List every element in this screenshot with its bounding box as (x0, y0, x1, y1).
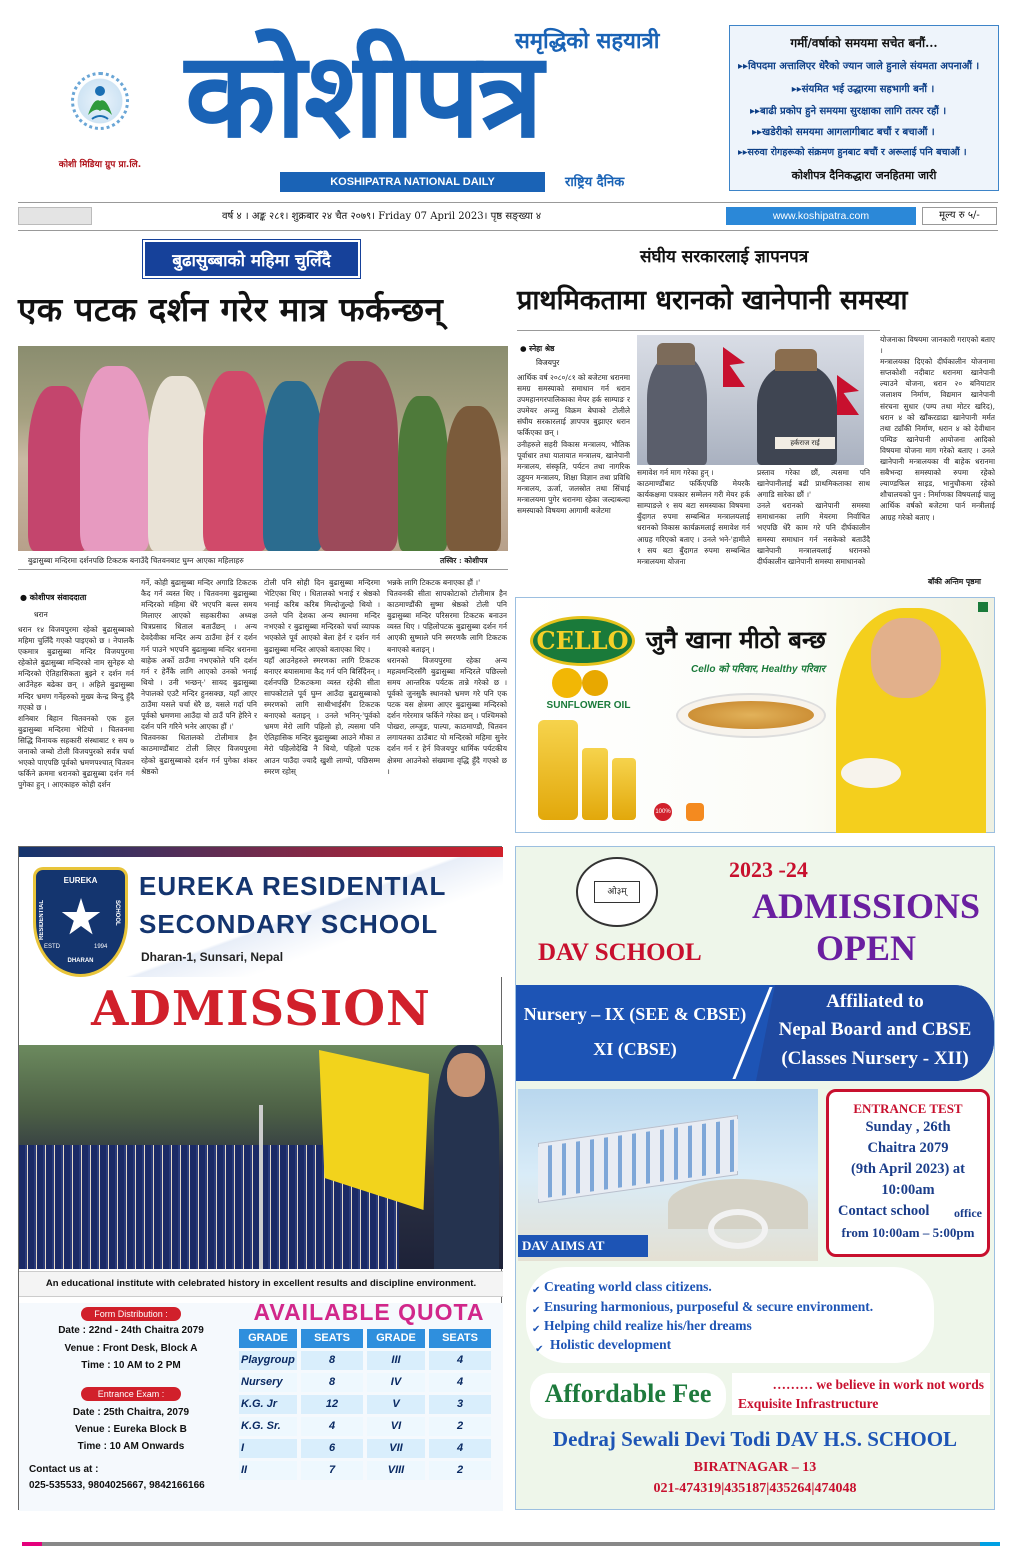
paragraph: योजनाका विषयमा जानकारी गराएको बताए । (880, 335, 995, 356)
quota-header-cell: GRADE (239, 1329, 297, 1348)
right-headline: प्राथमिकतामा धरानको खानेपानी समस्या (517, 285, 908, 316)
admission-open-headline: ADMISSION (91, 981, 431, 1037)
contact-school: Contact school (838, 1203, 930, 1219)
aim-item: Creating world class citizens. (544, 1279, 712, 1294)
cello-subline: Cello को परिवार, Healthy परिवार (691, 664, 825, 675)
paragraph: टोली पनि सोही दिन बुढासुब्बा मन्दिरमा भेटिएका थिए । धितालको भनाई र श्रेष्ठको भनाई करिब करिब मिल्दोजुल्दो थियो । उनले पनि देशका अन्य स्थानमा मन्दिर नभएको र बुढासुब्बा मन्दिरको चर्चा व्यापक भएकोले पूर्व आएको बेला हेर्न र दर्शन गर्न बुढासुब्बा मन्दिर आएको बताएका थिए । (264, 578, 380, 654)
awareness-line: ▸▸सरुवा रोगहरूको संक्रमण हुनबाट बचौं र अरूलाई पनि बचाऔं । (738, 147, 967, 158)
paragraph: भन्नके लागि टिकटक बनाएका हौं ।' (387, 578, 481, 587)
aim-item: Holistic development (550, 1337, 672, 1352)
divider (18, 202, 998, 203)
right-story-col-2 (637, 467, 750, 592)
quota-grade-cell: VIII (367, 1461, 425, 1480)
classes-line-1: Nursery – IX (SEE & CBSE) (523, 1004, 747, 1024)
quality-badge: 100% (654, 803, 672, 821)
exam-date: Date : 25th Chaitra, 2079 (72, 1407, 190, 1418)
dateline-place: धरान (34, 610, 48, 619)
school-crest-icon (33, 867, 128, 977)
quota-grade-cell: V (367, 1395, 425, 1414)
paragraph: उनले धरानको खानेपानी समस्या समाधानका लागि मेयरमा निर्वाचित भएपछि धेरै काम गरे पनि दीर्घकालीन समस्या समाधान गर्न नसकेको बताउँदै खानेपानी मन्त्रालयलाई धरानको दीर्घकालीन खानेपानी समस्या समाधानको (757, 501, 870, 566)
paragraph: शनिबार बिहान चितवनको एक हुल बुढासुब्बा मन्दिरमा भेटियो । चितवनमा सिद्धि विनायक सहकारी संस्थाबाट १ सय ७ जनाको जम्बो टोली विजयपुरको सर्वत्र चर्चा भएको पाएपछि पूर्वको भ्रमणपश्चात् चितवन फर्किने क्रममा धरानको बुढासुब्बा दर्शन गर्न पुगेका हुन् । आएकाहरु कोही दर्शन (18, 713, 134, 790)
contact-numbers[interactable]: 025-535533, 9804025667, 9842166166 (29, 1480, 205, 1491)
quota-grade-cell: II (239, 1461, 297, 1480)
awareness-line: ▸▸बाढी प्रकोप हुने समयमा सुरक्षाका लागि तत्पर रहौं । (750, 106, 947, 117)
left-story-col-2 (141, 577, 257, 842)
affiliated-line-1: Affiliated to (826, 991, 924, 1012)
contact-time: from 10:00am – 5:00pm (841, 1225, 975, 1240)
quota-grade-cell: Playgroup (239, 1351, 297, 1370)
quota-table (239, 1329, 493, 1481)
byline: ● स्नेहा श्रेष्ठ (520, 344, 555, 353)
form-venue: Venue : Front Desk, Block A (64, 1343, 198, 1354)
quota-seats-cell: 8 (301, 1351, 363, 1370)
quota-grade-cell: IV (367, 1373, 425, 1392)
quota-grade-cell: K.G. Sr. (239, 1417, 297, 1436)
publisher-name: कोशी मिडिया ग्रुप प्रा.लि. (58, 160, 142, 170)
paragraph: धरानको विजयपुरमा रहेका अन्य महत्वमन्दिरसँगै बुढासुब्बा मन्दिरले पछिल्लो समय आन्तरिक पर्यटक तान्ने गरेको छ । पूर्वको जुनसुकै स्थानको भ्रमण गरे पनि एक पटक यस क्षेत्रमा आएर बुढासुब्बा मन्दिरको दर्शन गरेरमात्र फर्किने गरेका छन् । पश्चिमको पोखरा, लम्जुङ, पाल्पा, काठमाण्डौ, चितवन लगायतका ठाउँबाट यो मन्दिरको महिमा सुनेर दर्शन गर्न र हेर्न विजयपुर धार्मिक पर्यटकीय क्षेत्रमा आउनेको संख्यामा वृद्धि हुँदै गएको छ । (387, 655, 507, 776)
website-link[interactable]: www.koshipatra.com (726, 207, 916, 225)
quota-seats-cell: 6 (301, 1439, 363, 1458)
rastriya-dainik: राष्ट्रिय दैनिक (565, 175, 625, 190)
quota-header-cell: SEATS (429, 1329, 491, 1348)
quota-grade-cell: Nursery (239, 1373, 297, 1392)
dav-emblem-icon (576, 857, 658, 927)
awareness-title: गर्मी/वर्षाको समयमा सचेत बनौं... (790, 36, 938, 50)
contact-title: Contact us at : (29, 1464, 99, 1475)
quota-seats-cell: 3 (429, 1395, 491, 1414)
left-story-col-3 (264, 577, 380, 842)
paragraph: प्रस्ताव गरेका छौं, त्यसमा पनि खानेपानीलाई बढी प्राथमिकताका साथ अगाडि सारेका छौं ।' (757, 468, 870, 500)
quota-grade-cell: III (367, 1351, 425, 1370)
eureka-tagline: An educational institute with celebrated history in excellent results and discipline environment. (45, 1278, 477, 1289)
checkmark-icons: ✔ ✔ ✔ ✔ (532, 1285, 544, 1355)
awareness-line: ▸▸खडेरीको समयमा आगलागीबाट बचौं र बचाऔं । (752, 127, 935, 138)
awareness-box (729, 25, 999, 191)
share-icon (686, 803, 704, 821)
infrastructure-line: Exquisite Infrastructure (738, 1396, 879, 1411)
continued-note: बाँकी अन्तिम पृष्ठमा (928, 577, 981, 586)
eureka-school-advertisement[interactable] (18, 846, 502, 1510)
dav-school-label: DAV SCHOOL (538, 939, 702, 966)
quota-seats-cell: 12 (301, 1395, 363, 1414)
eureka-school-name-2: SECONDARY SCHOOL (139, 909, 439, 939)
dav-full-name: Dedraj Sewali Devi Todi DAV H.S. SCHOOL (552, 1427, 958, 1451)
quota-seats-cell: 4 (429, 1373, 491, 1392)
crest-estd: ESTD (44, 944, 61, 950)
quota-seats-cell: 4 (429, 1439, 491, 1458)
aim-item: Helping child realize his/her dreams (544, 1318, 752, 1333)
footer-rule (22, 1542, 1000, 1546)
paragraph: चितवनकी सीता सापकोटाको टोलीमात्र हैन काठमाण्डौंकी सुष्मा श्रेष्ठको टोली पनि बुढासुब्बा मन्दिर परिसरमा टिकटक बनाउन व्यस्त थिए । पहिलोपटक बुढासुब्बा दर्शन गर्न आएकी सुष्माले पनि स्मरणकै लागि टिकटक बनाएको बताइन् । (387, 589, 507, 654)
divider (18, 230, 998, 231)
color-registration-mark (980, 1542, 1000, 1546)
exam-venue: Venue : Eureka Block B (75, 1424, 187, 1435)
quota-title: AVAILABLE QUOTA (253, 1299, 485, 1325)
right-story-col-3 (757, 467, 870, 592)
paragraph: काठमाण्डौंबाट फर्किएपछि मेयरकै कार्यकक्षमा पत्रकार सम्मेलन गरी मेयर हर्क साम्पाङले १ सय बटा समस्याका विषयमा बुँदागत रुपमा सम्बन्धित मन्त्रालयलाई धरानको विकास कार्यक्रमलाई समावेश गर्न आग्रह गरिएको बताए । उनले भने-'हामीले १ सय बटा बुँदागत रुपमा सम्बन्धित मन्त्रालयमा योजना (637, 479, 750, 566)
crest-city: DHARAN (67, 958, 94, 964)
paragraph: चितवनका धितालको टोलीमात्र हैन काठमाण्डौंबाट टोली लिएर विजयपुरमा रहेको बुढासुब्बाको दर्शन गर्न पुगेका शंकर श्रेष्ठको (141, 733, 257, 776)
paragraph: उनीहरुले सहरी विकास मन्त्रालय, भौतिक पूर्वाधार तथा यातायात मन्त्रालय, खानेपानी मन्त्रालय, संस्कृति, पर्यटन तथा नागरिक उड्डयन मन्त्रालय, शिक्षा विज्ञान तथा प्रविधि मन्त्रालय, ऊर्जा, जलस्रोत तथा सिंचाई मन्त्रालयमा पुगेर धरानमा रहेका जल्दाबल्दा समस्याको विषयमा आगामी बजेटमा (517, 439, 630, 516)
paragraph: मन्त्रालयका दिएको दीर्घकालीन योजनामा सप्तकोशी नदीबाट धरानमा खानेपानी ल्याउने योजना, धरान २० बनियाटार जलाशय निर्माण, विद्यमान खानेपानी संरचना सुधार (पम्प तथा मोटर खरिद), धरान ४ को खाँकरडाढा खानेपानी मर्मत तथा ट्याँकी निर्माण, धरान ४ को देवीथान पम्पिङ खानेपानी आयोजना आदिको विषयमा योजना माग गरेको बताए । उनले खानेपानी मन्त्रालयका यी बाहेक धरानमा सबैभन्दा समस्याको रुपमा रहेको ल्याण्डफिल साइड, भानुचौकमा रहेको शौचालयको पुन : निर्माणका विषयलाई चालु आर्थिक वर्षको बजेटमा पार्न मन्त्रीलाई आग्रह गरेको बताए । (880, 357, 995, 522)
masthead-tagline: समृद्धिको सहयात्री (515, 29, 660, 54)
left-story-col-4 (387, 577, 507, 842)
admissions-title: ADMISSIONS (751, 886, 981, 926)
entrance-exam-title: Entrance Exam : (81, 1387, 181, 1401)
form-time: Time : 10 AM to 2 PM (81, 1360, 181, 1371)
emblem-text: ओ३म् (594, 881, 640, 903)
dateline-place: विजयपुर (536, 358, 560, 367)
form-distribution-title: Form Distribution : (81, 1307, 181, 1321)
crest-left-text: RESIDENTIAL (39, 900, 45, 941)
quota-grade-cell: K.G. Jr (239, 1395, 297, 1414)
session-year: 2023 -24 (729, 857, 808, 882)
product-name: SUNFLOWER OIL (546, 700, 631, 711)
gray-block (18, 207, 92, 225)
cello-logo: CELLO (536, 626, 629, 655)
right-story-col-1 (517, 372, 630, 592)
dav-aims-label: DAV AIMS AT (518, 1235, 648, 1257)
test-line: Sunday , 26th (865, 1119, 951, 1135)
test-line: (9th April 2023) at (851, 1161, 965, 1177)
divider (18, 569, 508, 570)
dav-school-advertisement[interactable] (515, 846, 995, 1510)
nameplate: हर्कराज राई (775, 437, 835, 449)
crest-year: 1994 (94, 944, 108, 950)
veg-mark-icon (978, 602, 988, 612)
officials-photo (637, 335, 864, 465)
quota-seats-cell: 4 (301, 1417, 363, 1436)
dav-phones[interactable]: 021-474319|435187|435264|474048 (653, 1481, 857, 1496)
awareness-footer: कोशीपत्र दैनिकद्धारा जनहितमा जारी (791, 169, 937, 182)
paragraph: आर्थिक वर्ष २०८०/८१ को बजेटमा धरानमा समग्र समस्याको समाधान गर्न धरान उपमहानगरपालिकाका मेयर हर्क साम्पाङ र उपमेयर अञ्जु विक्रम बेघाको टोलीले संघीय सरकारलाई ज्ञापपत्र बुझाएर धरान फर्किएका छन् । (517, 373, 630, 438)
paragraph: गर्ने, कोही बुढासुब्बा मन्दिर अगाडि टिकटक कैद गर्न व्यस्त थिए । चितवनमा बुढासुब्बा मन्दिरको महिमा धेरै भएपनि बल्ल समय मिलाएर आएको सहकारीका अध्यक्ष चित्रप्रसाद धिताल बताउँछन् । अन्य देवदेवीका मन्दिर अन्य ठाउँमा हेर्न र दर्शन गर्न पाउने भएपनि बुढासुब्बा मन्दिर धरानमा बाहेक अर्को ठाउँमा नभएकोले पनि दर्शन गर्न र हेर्नैकै लागि आएको उनको भनाई थियो । उनी भन्छन्-' सायद बुढासुब्बा नेपालको एउटै मन्दिर हुनसक्छ, यहाँ आएर ठाउँमा यसले चर्चा धेरै छ, यसले गर्दा पनि पूर्वको भ्रमणमा आउँदा यो ठाउँ पनि हेरिने र दर्शन पनि गरिने भनेर आएका हौं ।' (141, 578, 257, 732)
temple-visitors-photo (18, 346, 508, 551)
cello-advertisement[interactable] (515, 597, 995, 833)
eureka-address: Dharan-1, Sunsari, Nepal (141, 950, 284, 964)
color-registration-mark (22, 1542, 42, 1546)
affiliated-line-2: Nepal Board and CBSE (778, 1019, 972, 1040)
quota-header-cell: SEATS (301, 1329, 363, 1348)
dav-city: BIRATNAGAR – 13 (693, 1460, 817, 1475)
quota-grade-cell: VII (367, 1439, 425, 1458)
classes-line-2: XI (CBSE) (593, 1039, 677, 1059)
quota-grade-cell: I (239, 1439, 297, 1458)
dateline: वर्ष ४ । अङ्क २८१। शुक्रबार २४ चैत २०७९। Friday 07 April 2023। पृष्ठ सङ्ख्या ४ (222, 211, 542, 222)
photo-caption: बुढासुब्बा मन्दिरमा दर्शनपछि टिकटक बनाउँदै चितवनबाट घुम्न आएका महिलाहरु (28, 556, 244, 565)
exam-time: Time : 10 AM Onwards (77, 1441, 185, 1452)
affordable-fee: Affordable Fee (544, 1379, 712, 1408)
quota-seats-cell: 2 (429, 1417, 491, 1436)
entrance-test-title: ENTRANCE TEST (853, 1101, 963, 1116)
quota-grade-cell: VI (367, 1417, 425, 1436)
form-date: Date : 22nd - 24th Chaitra 2079 (58, 1325, 204, 1336)
quota-seats-cell: 2 (429, 1461, 491, 1480)
byline: ● कोशीपत्र संवाददाता (20, 592, 87, 602)
quota-seats-cell: 8 (301, 1373, 363, 1392)
quota-seats-cell: 7 (301, 1461, 363, 1480)
story-tag: बुढासुब्बाको महिमा चुलिँदै (143, 240, 360, 278)
affiliated-line-3: (Classes Nursery - XII) (781, 1048, 969, 1069)
quota-seats-cell: 4 (429, 1351, 491, 1370)
right-kicker: संघीय सरकारलाई ज्ञापनपत्र (640, 247, 809, 267)
masthead-title: कोशीपत्र (185, 26, 542, 164)
left-story-col-1 (18, 624, 134, 842)
test-line: Chaitra 2079 (867, 1140, 949, 1156)
awareness-line: ▸▸विपदमा अत्तालिएर धेरैको ज्यान जाले हुनाले संयमता अपनाऔं । (738, 61, 980, 72)
right-story-col-4 (880, 334, 995, 574)
quota-header-cell: GRADE (367, 1329, 425, 1348)
photo-credit: तस्विर : कोशीपत्र (440, 556, 488, 565)
national-daily-bar: KOSHIPATRA NATIONAL DAILY (280, 172, 545, 192)
crest-right-text: SCHOOL (114, 900, 120, 926)
assembly-photo (19, 1045, 503, 1269)
cello-headline: जुनै खाना मीठो बन्छ (646, 625, 826, 654)
paragraph: धरान १४ विजयपुरमा रहेको बुढासुब्बाको महिमा चुलिँदै गएको पाइएको छ । नेपालकै एकमात्र बुढासुब्बा मन्दिर विजयपुरमा रहेकोले बुढासुब्बा मन्दिरको नाम सुनेहरु यो मन्दिरको ऐतिहासिकता बुझ्ने र दर्शन गर्न आउँनेहरु बढेका छन् । अहिले बुढासुब्बा मन्दिर भ्रमण गर्नेहरुको मुख्य केन्द्र बिन्दु हुँदै गएको छ । (18, 625, 134, 712)
awareness-line: ▸▸संयमित भई उद्धारमा सहभागी बनौं । (791, 84, 935, 95)
paragraph: समावेश गर्न माग गरेका हुन् । (637, 468, 714, 477)
contact-office: office (954, 1206, 982, 1220)
aim-item: Ensuring harmonious, purposeful & secure environment. (544, 1299, 874, 1314)
eureka-school-name: EUREKA RESIDENTIAL (139, 871, 447, 901)
believe-line: ……… we believe in work not words (772, 1377, 984, 1392)
logo-emblem-icon (71, 72, 129, 130)
paragraph: यहाँ आउनेहरुले स्मरणका लागि टिकटक बनाएर बयासमामा कैद गर्न पनि बिर्सिंदैनन् । दर्शनपछि टिकटकमा व्यस्त रहेकी सीता सापकोटाले पूर्व घुम्न आउँदा बुढासुब्बाको स्मरणको लागि साथीभाईसँग टिकटक बनाएको बताइन् । उनले भनिन्-'पूर्वको भ्रमण मेरो लागि पहिलो हो, त्यसमा पनि ऐतिहासिक मन्दिर बुढासुब्बा आउने मौका त मेरो पहिलोदेखि नै थियो, पहिलो पटक आउन पाउँदा ज्यादै खुशी लाग्यो, पछिसम्म स्मरण रहोस् (264, 655, 380, 776)
divider (517, 330, 880, 331)
crest-text: EUREKA (63, 876, 98, 885)
open-title: OPEN (815, 928, 916, 968)
left-headline: एक पटक दर्शन गरेर मात्र फर्कन्छन् (18, 290, 444, 329)
test-line: 10:00am (881, 1182, 935, 1198)
price-tag: मूल्य रु ५/- (922, 207, 997, 225)
publisher-logo (30, 40, 170, 170)
